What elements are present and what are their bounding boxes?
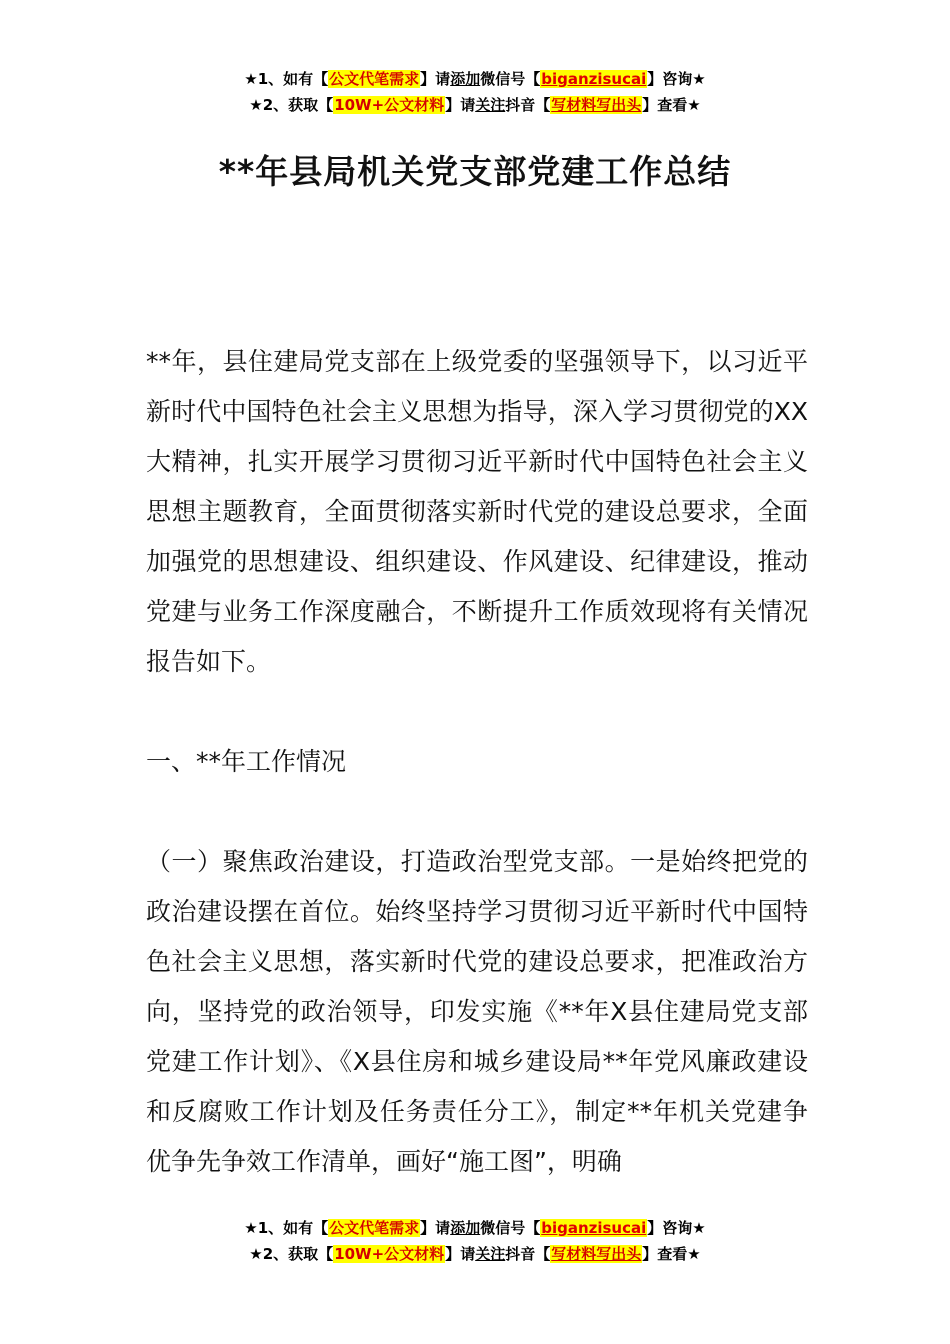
banner-text: 】请 xyxy=(420,70,451,88)
add-underline: 添加 xyxy=(450,1219,481,1237)
banner-text: ★2、获取【 xyxy=(249,1245,334,1263)
intro-paragraph: **年，县住建局党支部在上级党委的坚强领导下，以习近平新时代中国特色社会主义思想为指导，深入学习贯彻党的XX大精神，扎实开展学习贯彻习近平新时代中国特色社会主义思想主题教育，全面贯彻落实新时代党的建设总要求，全面加强党的思想建设、组织建设、作风建设、纪律建设，推动党建与业务工作深度融合，不断提升工作质效现将有关情况报告如下。 xyxy=(146,347,808,676)
banner-line-2 xyxy=(0,1241,950,1267)
top-banner xyxy=(0,66,950,118)
banner-text: ★1、如有【 xyxy=(244,70,329,88)
banner-text: 】查看★ xyxy=(642,96,701,114)
wechat-id-highlight: biganzisucai xyxy=(541,1219,647,1237)
materials-highlight: 10W+公文材料 xyxy=(334,96,445,114)
banner-line-1 xyxy=(0,1215,950,1241)
banner-line-1 xyxy=(0,66,950,92)
service-highlight: 公文代笔需求 xyxy=(329,70,420,88)
banner-text: 】请 xyxy=(420,1219,451,1237)
wechat-id-highlight: biganzisucai xyxy=(541,70,647,88)
service-highlight: 公文代笔需求 xyxy=(329,1219,420,1237)
follow-underline: 关注 xyxy=(475,1245,506,1263)
banner-text: 抖音【 xyxy=(505,1245,551,1263)
banner-text: 】咨询★ xyxy=(647,1219,706,1237)
body-paragraph: （一）聚焦政治建设，打造政治型党支部。一是始终把党的政治建设摆在首位。始终坚持学习贯彻习近平新时代中国特色社会主义思想，落实新时代党的建设总要求，把准政治方向，坚持党的政治领导，印发实施《**年X县住建局党支部党建工作计划》、《X县住房和城乡建设局**年党风廉政建设和反腐败工作计划及任务责任分工》，制定**年机关党建争优争先争效工作清单，画好“施工图”，明确 xyxy=(146,847,808,1176)
document-title: **年县局机关党支部党建工作总结 xyxy=(218,152,732,191)
banner-text: 】请 xyxy=(445,1245,476,1263)
add-underline: 添加 xyxy=(450,70,481,88)
banner-text: ★2、获取【 xyxy=(249,96,334,114)
banner-line-2 xyxy=(0,92,950,118)
section-heading: 一、**年工作情况 xyxy=(146,747,347,776)
banner-text: 】查看★ xyxy=(642,1245,701,1263)
banner-text: 微信号【 xyxy=(480,1219,541,1237)
douyin-id-highlight: 写材料写出头 xyxy=(551,1245,642,1263)
banner-text: 微信号【 xyxy=(480,70,541,88)
document-body xyxy=(146,337,808,1187)
banner-text: 抖音【 xyxy=(505,96,551,114)
materials-highlight: 10W+公文材料 xyxy=(334,1245,445,1263)
banner-text: 】咨询★ xyxy=(647,70,706,88)
douyin-id-highlight: 写材料写出头 xyxy=(551,96,642,114)
banner-text: ★1、如有【 xyxy=(244,1219,329,1237)
follow-underline: 关注 xyxy=(475,96,506,114)
bottom-banner xyxy=(0,1215,950,1267)
banner-text: 】请 xyxy=(445,96,476,114)
